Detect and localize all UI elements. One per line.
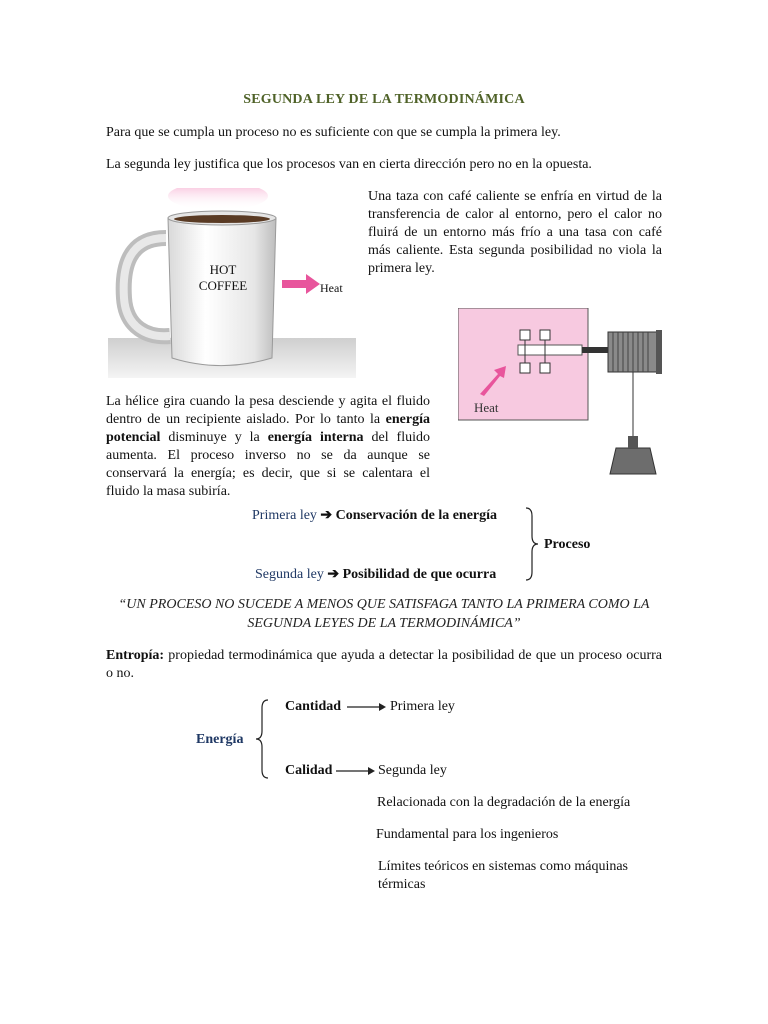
intro-paragraph-2: La segunda ley justifica que los procesos van en cierta dirección pero no en la opuesta. xyxy=(106,157,592,172)
mug-label-line-2: COFFEE xyxy=(198,278,248,293)
quantity-law: Primera ley xyxy=(390,699,455,714)
helice-text-2: disminuye y la xyxy=(160,430,268,445)
energy-brace-icon xyxy=(252,698,272,780)
heat-arrow-icon xyxy=(282,274,322,294)
quality-arrow-icon xyxy=(336,766,376,776)
second-law-label: Segunda ley xyxy=(255,567,324,582)
energy-note-2: Fundamental para los ingenieros xyxy=(376,827,559,842)
entropy-text: propiedad termodinámica que ayuda a detectar la posibilidad de que un proceso ocurra o no. xyxy=(106,648,662,681)
internal-energy-term: energía interna xyxy=(267,430,364,445)
energy-label: Energía xyxy=(196,732,244,747)
second-law-description: Posibilidad de que ocurra xyxy=(342,567,497,582)
helice-text-1: La hélice gira cuando la pesa desciende y agita el fluido dentro de un recipiente aislado. Por lo tanto la xyxy=(106,394,430,427)
hot-coffee-figure xyxy=(108,188,356,378)
first-law-arrow-icon: ➔ xyxy=(320,508,333,523)
mug-label-line-1: HOT xyxy=(209,262,237,277)
quality-law: Segunda ley xyxy=(378,763,447,778)
laws-quote: “UN PROCESO NO SUCEDE A MENOS QUE SATISFAGA TANTO LA PRIMERA COMO LA SEGUNDA LEYES DE LA TERMODINÁMICA” xyxy=(118,597,650,631)
potential-energy-term: energía potencial xyxy=(106,412,430,445)
helice-paragraph xyxy=(106,393,430,501)
entropy-definition xyxy=(106,647,662,683)
coffee-paragraph: Una taza con café caliente se enfría en virtud de la transferencia de calor al entorno, pero el calor no fluirá de un entorno más frío a una tasa con café más caliente. Esta segunda posibilidad no viola la primera ley. xyxy=(368,189,662,276)
paddle-heat-label: Heat xyxy=(474,400,499,415)
process-label: Proceso xyxy=(544,537,591,552)
quantity-label: Cantidad xyxy=(285,699,342,714)
mug-heat-label: Heat xyxy=(320,281,343,295)
intro-paragraph-1: Para que se cumpla un proceso no es suficiente con que se cumpla la primera ley. xyxy=(106,125,561,140)
first-law-row xyxy=(252,507,497,525)
quality-label: Calidad xyxy=(285,763,333,778)
first-law-label: Primera ley xyxy=(252,508,317,523)
second-law-row xyxy=(255,566,496,584)
paddle-wheel-figure xyxy=(458,308,664,478)
energy-note-1: Relacionada con la degradación de la energía xyxy=(377,795,631,810)
first-law-description: Conservación de la energía xyxy=(335,508,498,523)
entropy-term: Entropía: xyxy=(106,648,165,663)
helice-text-3: del fluido aumenta. El proceso inverso no se da aunque se conservará la energía; es decir, que si se calentara el fluido la masa subiría. xyxy=(106,430,431,499)
process-brace-icon xyxy=(524,506,540,582)
second-law-arrow-icon: ➔ xyxy=(327,567,340,582)
energy-note-3: Límites teóricos en sistemas como máquinas térmicas xyxy=(378,859,629,892)
page-title: SEGUNDA LEY DE LA TERMODINÁMICA xyxy=(243,92,525,107)
quantity-arrow-icon xyxy=(347,702,387,712)
